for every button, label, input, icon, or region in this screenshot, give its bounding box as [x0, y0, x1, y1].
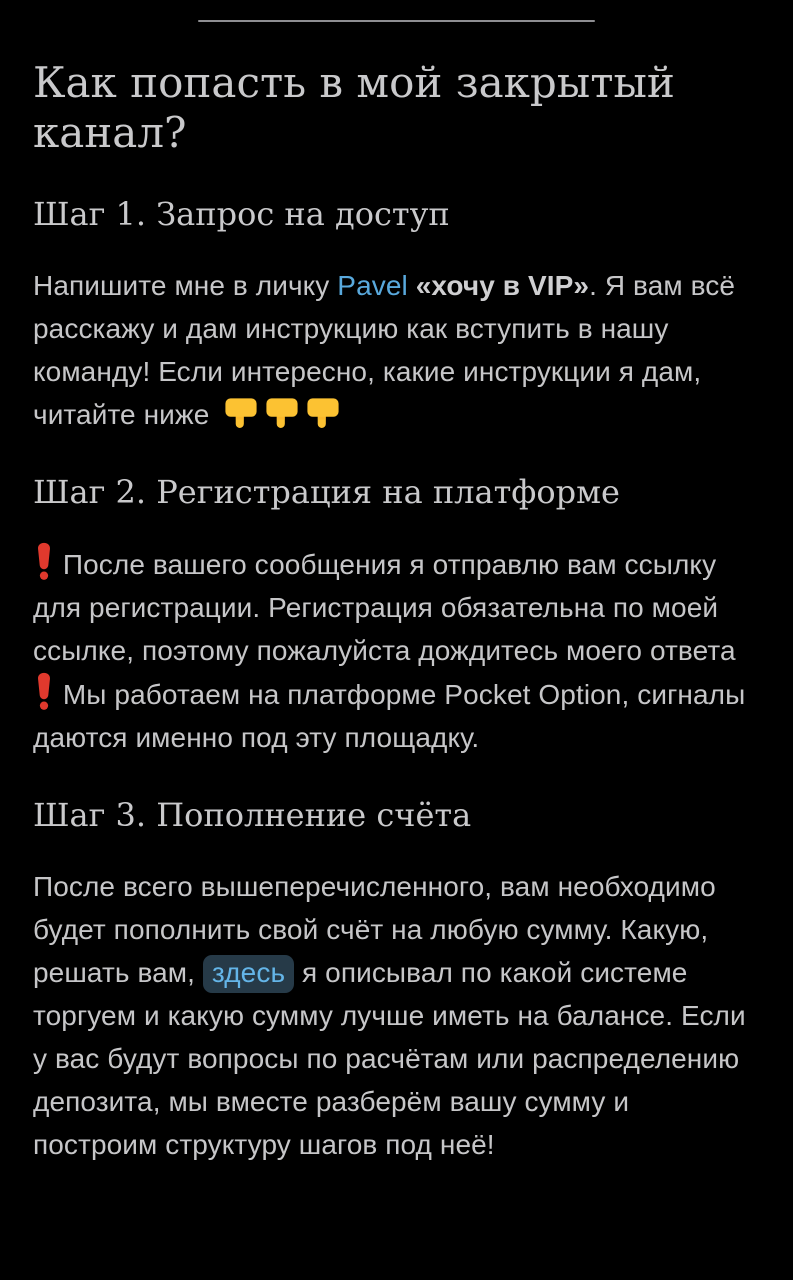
exclamation-emoji	[35, 672, 53, 710]
text-run: Напишите мне в личку	[33, 270, 338, 301]
pavel-link[interactable]: Pavel	[337, 270, 408, 301]
step1-heading: Шаг 1. Запрос на доступ	[33, 195, 450, 233]
exclamation-emoji	[35, 542, 53, 580]
top-divider	[198, 20, 595, 22]
text-run: . Я вам всё расскажу и дам инструкцию как вступить в нашу команду! Если интересно, какие инструкции я дам, читайте ниже	[33, 270, 736, 430]
text-run	[408, 270, 416, 301]
text-run: Мы работаем на платформе Pocket Option, сигналы даются именно под эту площадку.	[33, 679, 746, 753]
step2-paragraph	[33, 542, 760, 759]
point-down-emoji-group	[217, 399, 340, 430]
step1-paragraph	[33, 264, 760, 436]
page-title: Как попасть в мой закрытый канал?	[33, 58, 675, 157]
point-down-emoji	[265, 395, 299, 432]
point-down-emoji	[224, 395, 258, 432]
here-link[interactable]: здесь	[203, 955, 294, 993]
point-down-emoji	[306, 395, 340, 432]
bold-run: «хочу в VIP»	[415, 270, 590, 301]
step2-heading: Шаг 2. Регистрация на платформе	[33, 473, 620, 511]
step3-heading: Шаг 3. Пополнение счёта	[33, 796, 472, 834]
step3-paragraph	[33, 865, 760, 1166]
text-run: я описывал по какой системе торгуем и какую сумму лучше иметь на балансе. Если у вас будут вопросы по расчётам или распределению депозита, мы вместе разберём вашу сумму и построим структуру шагов под неё!	[33, 957, 746, 1160]
text-run: После вашего сообщения я отправлю вам ссылку для регистрации. Регистрация обязательна по моей ссылке, поэтому пожалуйста дождитесь моего ответа	[33, 549, 736, 666]
text-run: После всего вышеперечисленного, вам необходимо будет пополнить свой счёт на любую сумму. Какую, решать вам,	[33, 871, 716, 988]
